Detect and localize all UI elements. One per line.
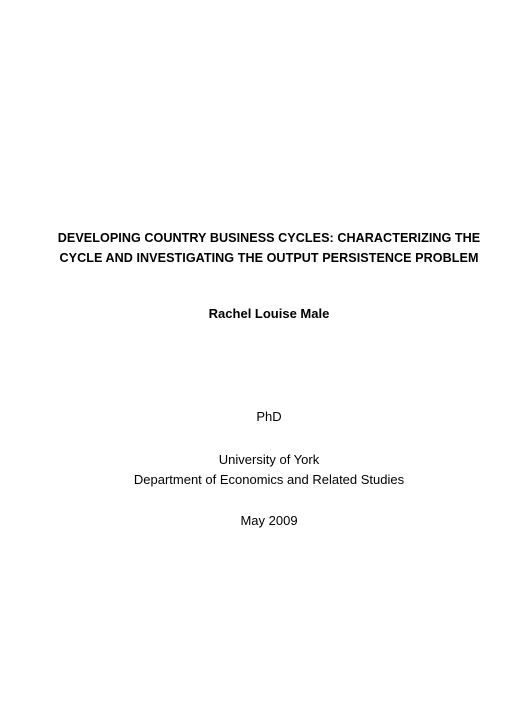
institution-block [0, 450, 530, 490]
university-name: University of York [218, 452, 320, 467]
thesis-title-line-1: DEVELOPING COUNTRY BUSINESS CYCLES: CHARACTERIZING THE [57, 231, 481, 245]
thesis-title-line-2: CYCLE AND INVESTIGATING THE OUTPUT PERSISTENCE PROBLEM [59, 251, 479, 265]
department-name: Department of Economics and Related Studies [133, 472, 405, 487]
degree: PhD [256, 409, 282, 424]
submission-date: May 2009 [240, 513, 298, 528]
thesis-title [40, 228, 498, 268]
author-name: Rachel Louise Male [208, 306, 330, 321]
